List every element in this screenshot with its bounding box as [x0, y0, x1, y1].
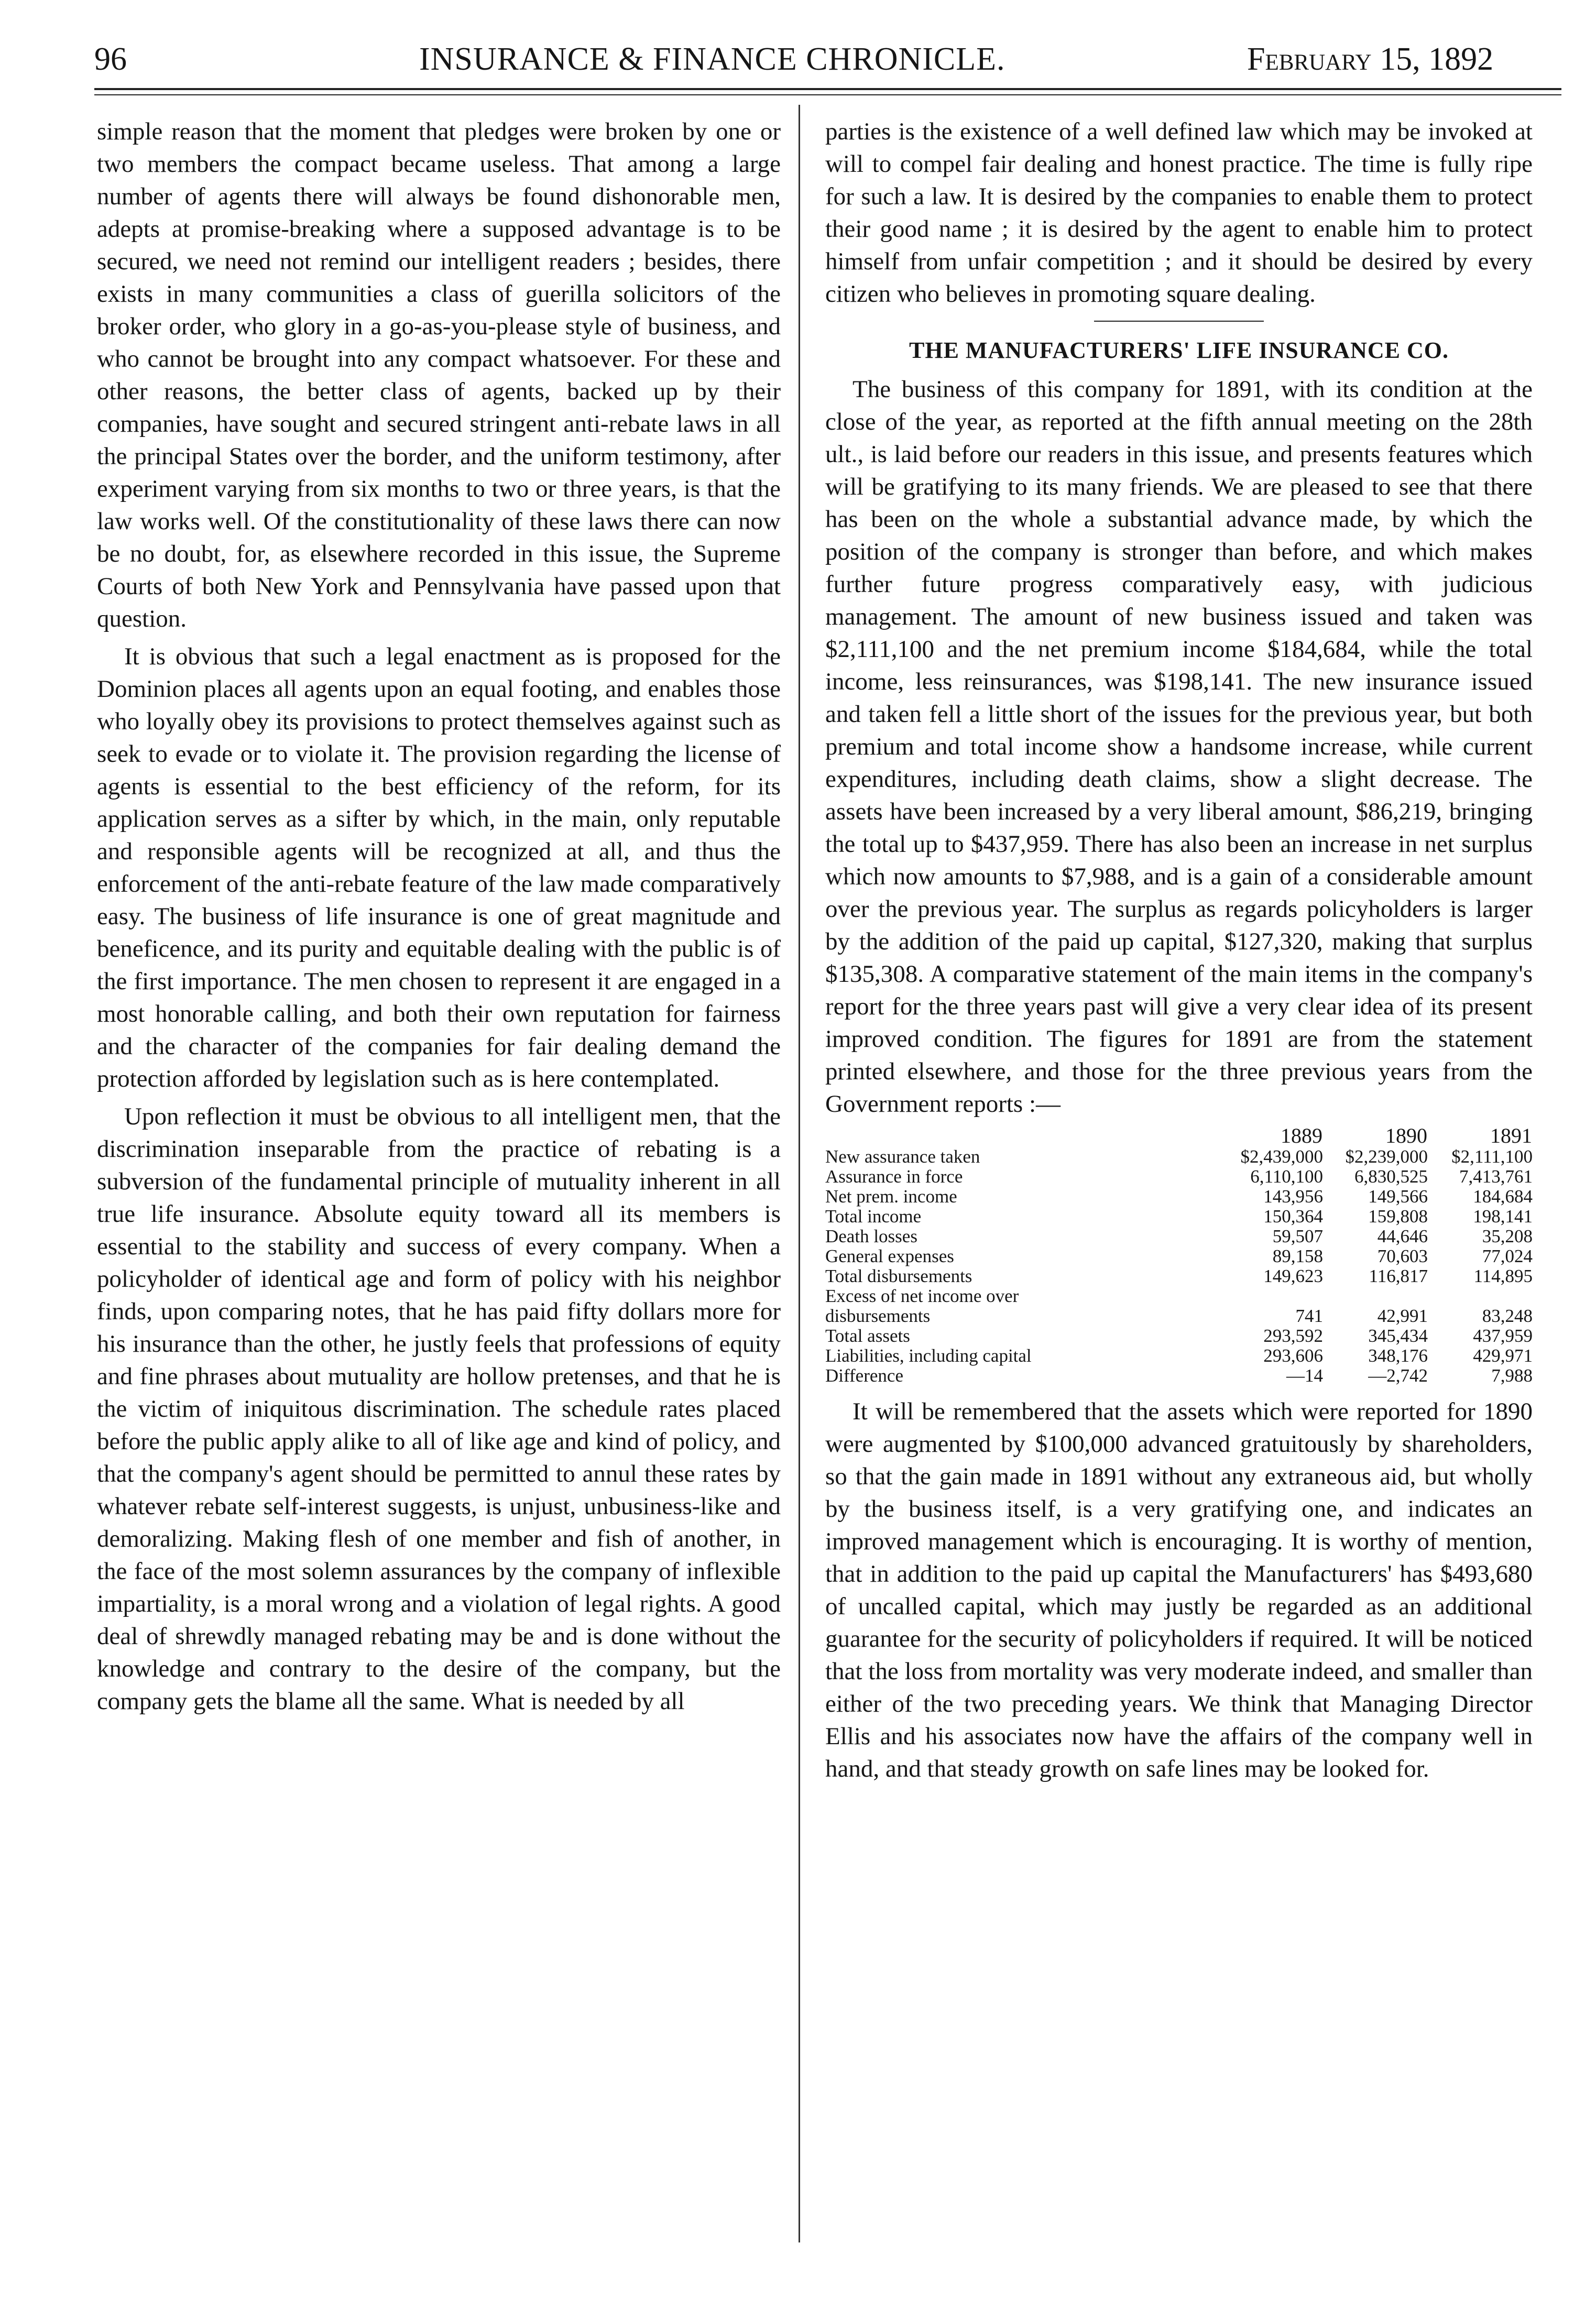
- table-row: [825, 1246, 1533, 1266]
- year-header-1890: 1890: [1385, 1124, 1427, 1147]
- publication-title: INSURANCE & FINANCE CHRONICLE.: [419, 41, 1005, 77]
- value-1890: 345,434: [1368, 1326, 1428, 1346]
- issue-date: February 15, 1892: [1247, 41, 1494, 77]
- table-row: [825, 1286, 1533, 1306]
- left-paragraph-3: Upon reflection it must be obvious to all intelligent men, that the discrimination inseparable from the practice of rebating is a subversion of the fundamental principle of mutuality inherent in all true life insurance. Absolute equity toward all its members is essential to the stability and success of every company. When a policyholder of identical age and form of policy with his neighbor finds, upon comparing notes, that he has paid fifty dollars more for his insurance than the other, he justly feels that professions of equity and fine phrases about mutuality are hollow pretenses, and that he is the victim of iniquitous discrimination. The schedule rates placed before the public apply alike to all of like age and kind of policy, and that the company's agent should be permitted to annul these rates by whatever rebate self-interest suggests, is unjust, unbusiness-like and demoralizing. Making flesh of one member and fish of another, in the face of the most solemn assurances by the company of inflexible impartiality, is a moral wrong and a violation of legal rights. A good deal of shrewdly managed rebating may be and is done without the knowledge and contrary to the desire of the company, but the company gets the blame all the same. What is needed by all: [97, 1103, 781, 1715]
- right-column: [825, 115, 1533, 1790]
- value-1889: 150,364: [1263, 1206, 1323, 1227]
- table-header-row: [825, 1125, 1533, 1147]
- value-1891: 429,971: [1473, 1345, 1533, 1366]
- value-1891: 198,141: [1473, 1206, 1533, 1227]
- value-1891: 7,413,761: [1459, 1166, 1533, 1187]
- page-number: 96: [94, 41, 127, 77]
- value-1889: 6,110,100: [1250, 1166, 1323, 1187]
- table-row: [825, 1326, 1533, 1346]
- value-1891: 77,024: [1482, 1246, 1533, 1266]
- value-1889: 293,592: [1263, 1326, 1323, 1346]
- value-1890: [1323, 1286, 1428, 1306]
- year-header-1889: 1889: [1281, 1124, 1322, 1147]
- value-1890: 159,808: [1368, 1206, 1428, 1227]
- left-paragraph-1: simple reason that the moment that pledges were broken by one or two members the compact became useless. That among a large number of agents there will always be found dishonorable men, adepts at promise-breaking where a supposed advantage is to be secured, we need not remind our intelligent readers ; besides, there exists in many communities a class of guerilla solicitors of the broker order, who glory in a go-as-you-please style of business, and who cannot be brought into any compact whatsoever. For these and other reasons, the better class of agents, backed up by their companies, have sought and secured stringent anti-rebate laws in all the principal States over the border, and the uniform testimony, after experiment varying from six months to two or three years, is that the law works well. Of the constitutionality of these laws there can now be no doubt, for, as elsewhere recorded in this issue, the Supreme Courts of both New York and Pennsylvania have passed upon that question.: [97, 118, 781, 632]
- table-row: [825, 1207, 1533, 1227]
- table-row: [825, 1227, 1533, 1246]
- value-1891: 7,988: [1491, 1365, 1533, 1386]
- value-1890: 44,646: [1377, 1226, 1428, 1246]
- value-1890: 116,817: [1369, 1266, 1428, 1286]
- value-1891: [1428, 1286, 1533, 1306]
- article-body-paragraph: The business of this company for 1891, with its condition at the close of the year, as reported at the fifth annual meeting on the 28th ult., is laid before our readers in this issue, and presents features which will be gratifying to its many friends. We are pleased to see that there has been on the whole a substantial advance made, by which the position of the company is stronger than before, and which makes further future progress comparatively easy, with judicious management. The amount of new business issued and taken was $2,111,100 and the net premium income $184,684, while the total income, less reinsurances, was $198,141. The new insurance issued and taken fell a little short of the issues for the previous year, but both premium and total income show a handsome increase, while current expenditures, including death claims, show a slight decrease. The assets have been increased by a very liberal amount, $86,219, bringing the total up to $437,959. There has also been an increase in net surplus which now amounts to $7,988, and is a gain of a considerable amount over the previous year. The surplus as regards policyholders is larger by the addition of the paid up capital, $127,320, making that surplus $135,308. A comparative statement of the main items in the company's report for the three years past will give a very clear idea of its present improved condition. The figures for 1891 are from the statement printed elsewhere, and those for the three previous years from the Government reports :—: [825, 376, 1533, 1118]
- row-label: disbursements: [825, 1306, 931, 1326]
- row-label: Difference: [825, 1366, 903, 1386]
- value-1890: 70,603: [1377, 1246, 1428, 1266]
- row-label: Liabilities, including capital: [825, 1346, 1032, 1366]
- value-1889: [1218, 1286, 1323, 1306]
- value-1889: 59,507: [1272, 1226, 1323, 1246]
- value-1890: $2,239,000: [1345, 1146, 1428, 1167]
- row-label: Total disbursements: [825, 1266, 972, 1286]
- row-label: Assurance in force: [825, 1167, 963, 1187]
- right-intro-paragraph: parties is the existence of a well defined law which may be invoked at will to compel fair dealing and honest practice. The time is fully ripe for such a law. It is desired by the companies to enable them to protect their good name ; it is desired by the agent to enable him to protect himself from unfair competition ; and it should be desired by every citizen who believes in promoting square dealing.: [825, 118, 1533, 308]
- row-label: Total income: [825, 1207, 922, 1227]
- value-1890: 149,566: [1368, 1186, 1428, 1207]
- table-row: [825, 1346, 1533, 1366]
- value-1889: 143,956: [1263, 1186, 1323, 1207]
- value-1889: 741: [1295, 1306, 1323, 1326]
- value-1889: —14: [1286, 1365, 1323, 1386]
- table-label-header: [825, 1125, 1218, 1147]
- table-row: [825, 1366, 1533, 1386]
- value-1891: 114,895: [1473, 1266, 1533, 1286]
- table-row: [825, 1187, 1533, 1207]
- value-1891: 83,248: [1482, 1306, 1533, 1326]
- table-row: [825, 1306, 1533, 1326]
- row-label: Excess of net income over: [825, 1286, 1019, 1306]
- value-1890: 42,991: [1377, 1306, 1428, 1326]
- header-rule-top: [94, 88, 1561, 90]
- row-label: Total assets: [825, 1326, 910, 1346]
- column-divider: [799, 105, 800, 2242]
- comparative-statement-table: [825, 1125, 1533, 1386]
- left-column: [97, 115, 781, 1723]
- row-label: Death losses: [825, 1227, 917, 1246]
- value-1891: $2,111,100: [1451, 1146, 1533, 1167]
- value-1889: 89,158: [1272, 1246, 1323, 1266]
- value-1890: 6,830,525: [1354, 1166, 1428, 1187]
- table-body: [825, 1147, 1533, 1386]
- table-row: [825, 1266, 1533, 1286]
- value-1889: 149,623: [1263, 1266, 1323, 1286]
- value-1890: 348,176: [1368, 1345, 1428, 1366]
- year-header-1891: 1891: [1490, 1124, 1532, 1147]
- value-1889: 293,606: [1263, 1345, 1323, 1366]
- value-1890: —2,742: [1368, 1365, 1428, 1386]
- article-heading: THE MANUFACTURERS' LIFE INSURANCE CO.: [825, 334, 1533, 367]
- value-1891: 35,208: [1482, 1226, 1533, 1246]
- left-paragraph-2: It is obvious that such a legal enactment as is proposed for the Dominion places all agents upon an equal footing, and enables those who loyally obey its provisions to protect themselves against such as seek to evade or to violate it. The provision regarding the license of agents is essential to the best efficiency of the reform, for its application serves as a sifter by which, in the main, only reputable and responsible agents will be recognized at all, and thus the enforcement of the anti-rebate feature of the law made comparatively easy. The business of life insurance is one of great magnitude and beneficence, and its purity and equitable dealing with the public is of the first importance. The men chosen to represent it are engaged in a most honorable calling, and both their own reputation for fairness and the character of the companies for fair dealing demand the protection afforded by legislation such as is here contemplated.: [97, 643, 781, 1092]
- row-label: General expenses: [825, 1246, 954, 1266]
- header-rule-bottom: [94, 94, 1561, 95]
- closing-paragraph: It will be remembered that the assets which were reported for 1890 were augmented by $100,000 advanced gratuitously by shareholders, so that the gain made in 1891 without any extraneous aid, but wholly by the business itself, is a very gratifying one, and indicates an improved management which is encouraging. It is worthy of mention, that in addition to the paid up capital the Manufacturers' has $493,680 of uncalled capital, which may justly be regarded as an additional guarantee for the security of policyholders if required. It will be noticed that the loss from mortality was very moderate indeed, and smaller than either of the two preceding years. We think that Managing Director Ellis and his associates now have the affairs of the company well in hand, and that steady growth on safe lines may be looked for.: [825, 1398, 1533, 1782]
- row-label: Net prem. income: [825, 1187, 957, 1207]
- table-row: [825, 1147, 1533, 1167]
- value-1891: 437,959: [1473, 1326, 1533, 1346]
- table-row: [825, 1167, 1533, 1187]
- value-1889: $2,439,000: [1240, 1146, 1323, 1167]
- value-1891: 184,684: [1473, 1186, 1533, 1207]
- row-label: New assurance taken: [825, 1147, 980, 1167]
